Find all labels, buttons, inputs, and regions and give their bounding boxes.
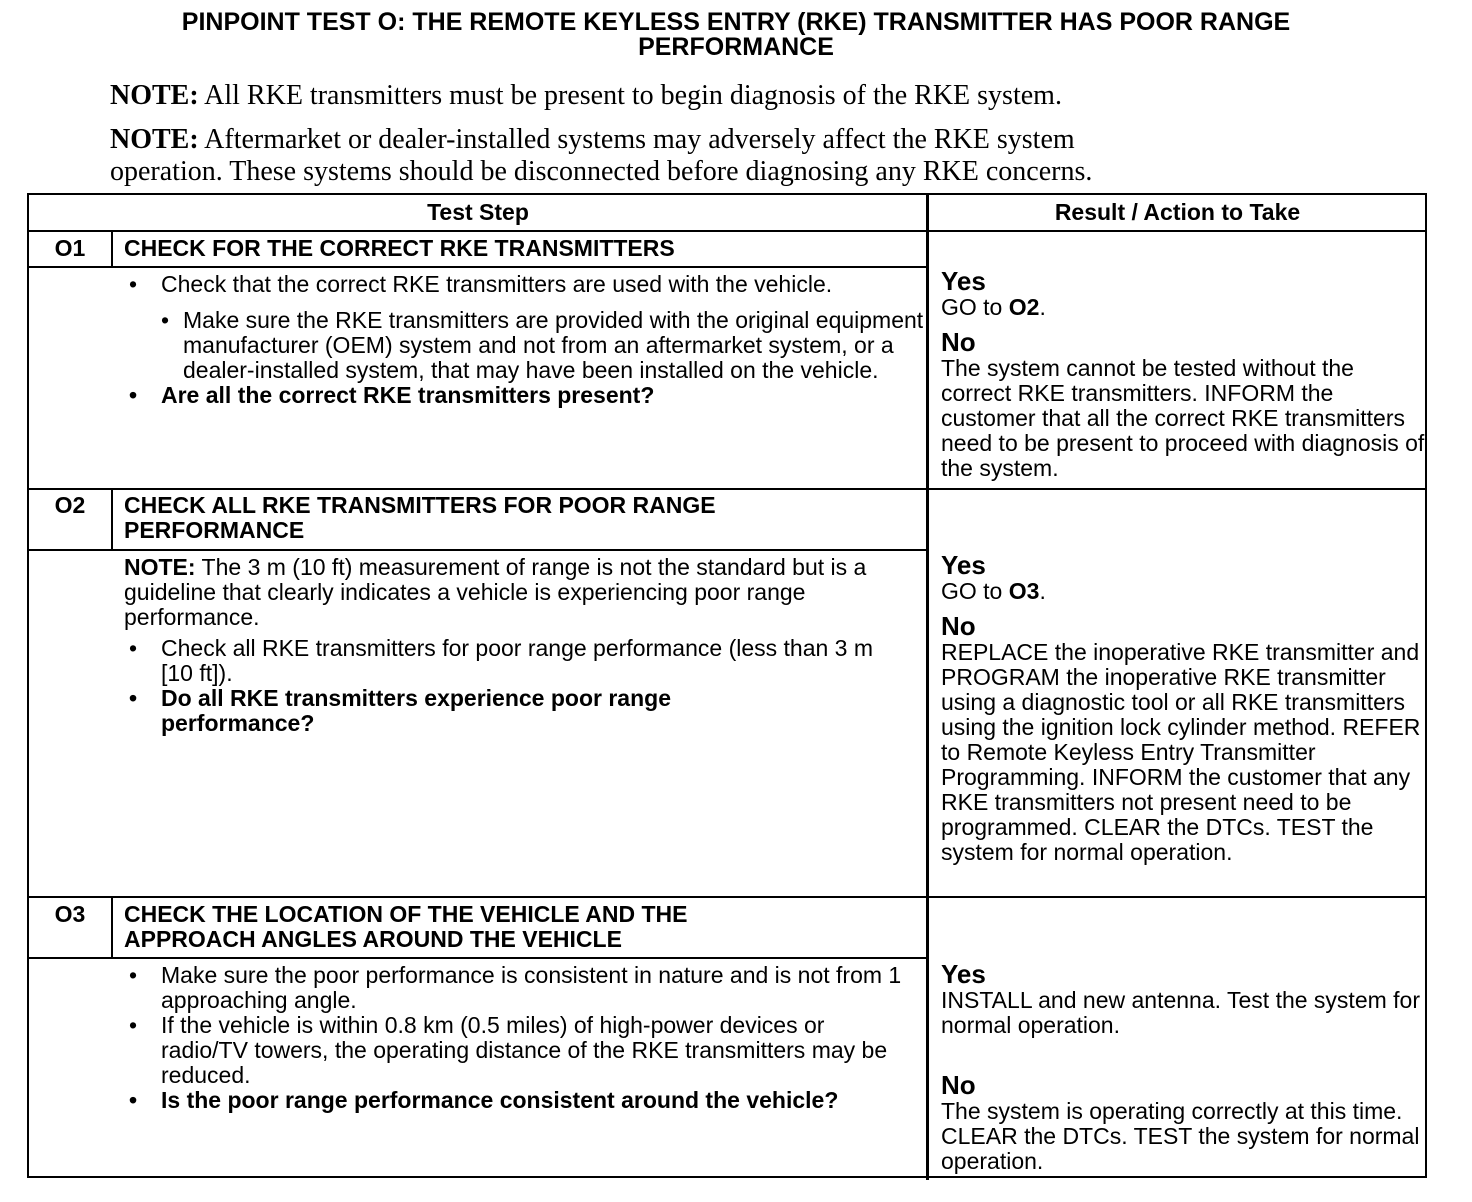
step-o2-yes-label: Yes [941, 550, 986, 580]
note-2 [110, 124, 1092, 188]
note-1-label: NOTE: [110, 80, 199, 111]
step-o1-yes-target: O2 [1008, 294, 1040, 320]
step-o3-title: CHECK THE LOCATION OF THE VEHICLE AND THE APPROACH ANGLES AROUND THE VEHICLE [124, 901, 688, 952]
step-o1-question: Are all the correct RKE transmitters present? [161, 382, 655, 408]
step-o2-note-label: NOTE: [124, 554, 196, 580]
title-rule-1 [29, 266, 927, 268]
step-o3-yes-label: Yes [941, 959, 986, 989]
num-divider-3 [111, 897, 113, 958]
step-o2-question: Do all RKE transmitters experience poor range performance? [161, 685, 671, 736]
list-item: • Check that the correct RKE transmitters are used with the vehicle. [129, 271, 833, 297]
title-line-1: PINPOINT TEST O: THE REMOTE KEYLESS ENTRY (RKE) TRANSMITTER HAS POOR RANGE [181, 8, 1291, 36]
step-o1-body [124, 272, 924, 408]
step-o1-yes-label: Yes [941, 266, 986, 296]
list-item: • Check all RKE transmitters for poor range performance (less than 3 m [10 ft]). [129, 635, 874, 686]
list-item: • Make sure the RKE transmitters are provided with the original equipment manufacturer (OEM) system and not from an aftermarket system, or a dealer-installed system, that may have been installed on the vehicle. [161, 307, 924, 383]
step-o3-bullet-2: If the vehicle is within 0.8 km (0.5 miles) of high-power devices or radio/TV towers, the operating distance of the RKE transmitters may be reduced. [161, 1012, 888, 1088]
step-o1-no-label: No [941, 327, 976, 357]
step-o2-result: Yes GO to O3. No REPLACE the inoperative RKE transmitter and PROGRAM the inoperative RKE transmitter using a diagnostic tool or all RKE transmitters using the ignition lock cylinder method. REFER to Remote Keyless Entry Transmitter Programming. INFORM the customer that any RKE transmitters not present need to be programmed. CLEAR the DTCs. TEST the system for normal operation. [941, 551, 1426, 865]
step-o2-no-label: No [941, 611, 976, 641]
list-item: • Are all the correct RKE transmitters present? [129, 382, 655, 408]
step-o3-no-label: No [941, 1070, 976, 1100]
step-o3-no-text: The system is operating correctly at this time. CLEAR the DTCs. TEST the system for normal operation. [941, 1098, 1420, 1174]
step-o1-no-text: The system cannot be tested without the correct RKE transmitters. INFORM the customer that all the correct RKE transmitters need to be present to proceed with diagnosis of the system. [941, 355, 1425, 481]
step-o3-yes-text: INSTALL and new antenna. Test the system for normal operation. [941, 987, 1421, 1038]
note-2-text-line2: operation. These systems should be disconnected before diagnosing any RKE concerns. [110, 156, 1093, 187]
num-divider-1 [111, 231, 113, 267]
title-rule-2 [29, 549, 927, 551]
header-test-step: Test Step [427, 199, 529, 225]
step-o1-title: CHECK FOR THE CORRECT RKE TRANSMITTERS [124, 235, 675, 261]
page-title [60, 10, 1412, 60]
note-1-text: All RKE transmitters must be present to begin diagnosis of the RKE system. [204, 80, 1062, 111]
step-o2-body [124, 555, 884, 736]
step-o3-result [941, 960, 1426, 1174]
list-item: • Make sure the poor performance is consistent in nature and is not from 1 approaching angle. [129, 962, 902, 1013]
row-rule-2 [29, 896, 1427, 898]
step-o2-note-text: The 3 m (10 ft) measurement of range is not the standard but is a guideline that clearly indicates a vehicle is experiencing poor range performance. [124, 554, 867, 630]
title-line-2: PERFORMANCE [638, 33, 834, 61]
step-o2-number: O2 [54, 492, 86, 518]
step-o2-yes-target: O3 [1008, 578, 1040, 604]
step-o3-number: O3 [54, 901, 86, 927]
row-rule-1 [29, 488, 1427, 490]
note-1 [110, 80, 1062, 112]
step-o1-result: Yes GO to O2. No The system cannot be tested without the correct RKE transmitters. INFORM the customer that all the correct RKE transmitters need to be present to proceed with diagnosis of the system. [941, 266, 1425, 481]
title-rule-3 [29, 957, 927, 959]
step-o2-title: CHECK ALL RKE TRANSMITTERS FOR POOR RANGE PERFORMANCE [124, 492, 716, 543]
column-divider [926, 195, 929, 1180]
list-item: • If the vehicle is within 0.8 km (0.5 miles) of high-power devices or radio/TV towers, the operating distance of the RKE transmitters may be reduced. [129, 1012, 888, 1088]
step-o2-no-text: REPLACE the inoperative RKE transmitter and PROGRAM the inoperative RKE transmitter using a diagnostic tool or all RKE transmitters using the ignition lock cylinder method. REFER to Remote Keyless Entry Transmitter Programming. INFORM the customer that any RKE transmitters not present need to be programmed. CLEAR the DTCs. TEST the system for normal operation. [941, 639, 1421, 865]
step-o2-bullet-1: Check all RKE transmitters for poor range performance (less than 3 m [10 ft]). [161, 635, 874, 686]
note-2-label: NOTE: [110, 124, 199, 155]
step-o1-yes-text: GO to [941, 294, 1003, 320]
step-o1-bullet-1: Check that the correct RKE transmitters are used with the vehicle. [161, 271, 833, 297]
header-result: Result / Action to Take [1054, 199, 1301, 225]
step-o3-bullet-1: Make sure the poor performance is consistent in nature and is not from 1 approaching angle. [161, 962, 902, 1013]
step-o1-sub-bullet: Make sure the RKE transmitters are provided with the original equipment manufacturer (OEM) system and not from an aftermarket system, or a dealer-installed system, that may have been installed on the vehicle. [183, 307, 924, 383]
list-item: • Do all RKE transmitters experience poor range performance? [129, 685, 671, 736]
step-o3-body [124, 963, 914, 1113]
list-item: • Is the poor range performance consistent around the vehicle? [129, 1087, 839, 1113]
note-2-text-line1: Aftermarket or dealer-installed systems may adversely affect the RKE system [204, 124, 1075, 155]
num-divider-2 [111, 489, 113, 550]
header-rule [29, 230, 1427, 232]
step-o3-question: Is the poor range performance consistent around the vehicle? [161, 1087, 839, 1113]
pinpoint-table [27, 193, 1427, 1178]
step-o2-yes-text: GO to [941, 578, 1003, 604]
step-o1-number: O1 [54, 235, 86, 261]
